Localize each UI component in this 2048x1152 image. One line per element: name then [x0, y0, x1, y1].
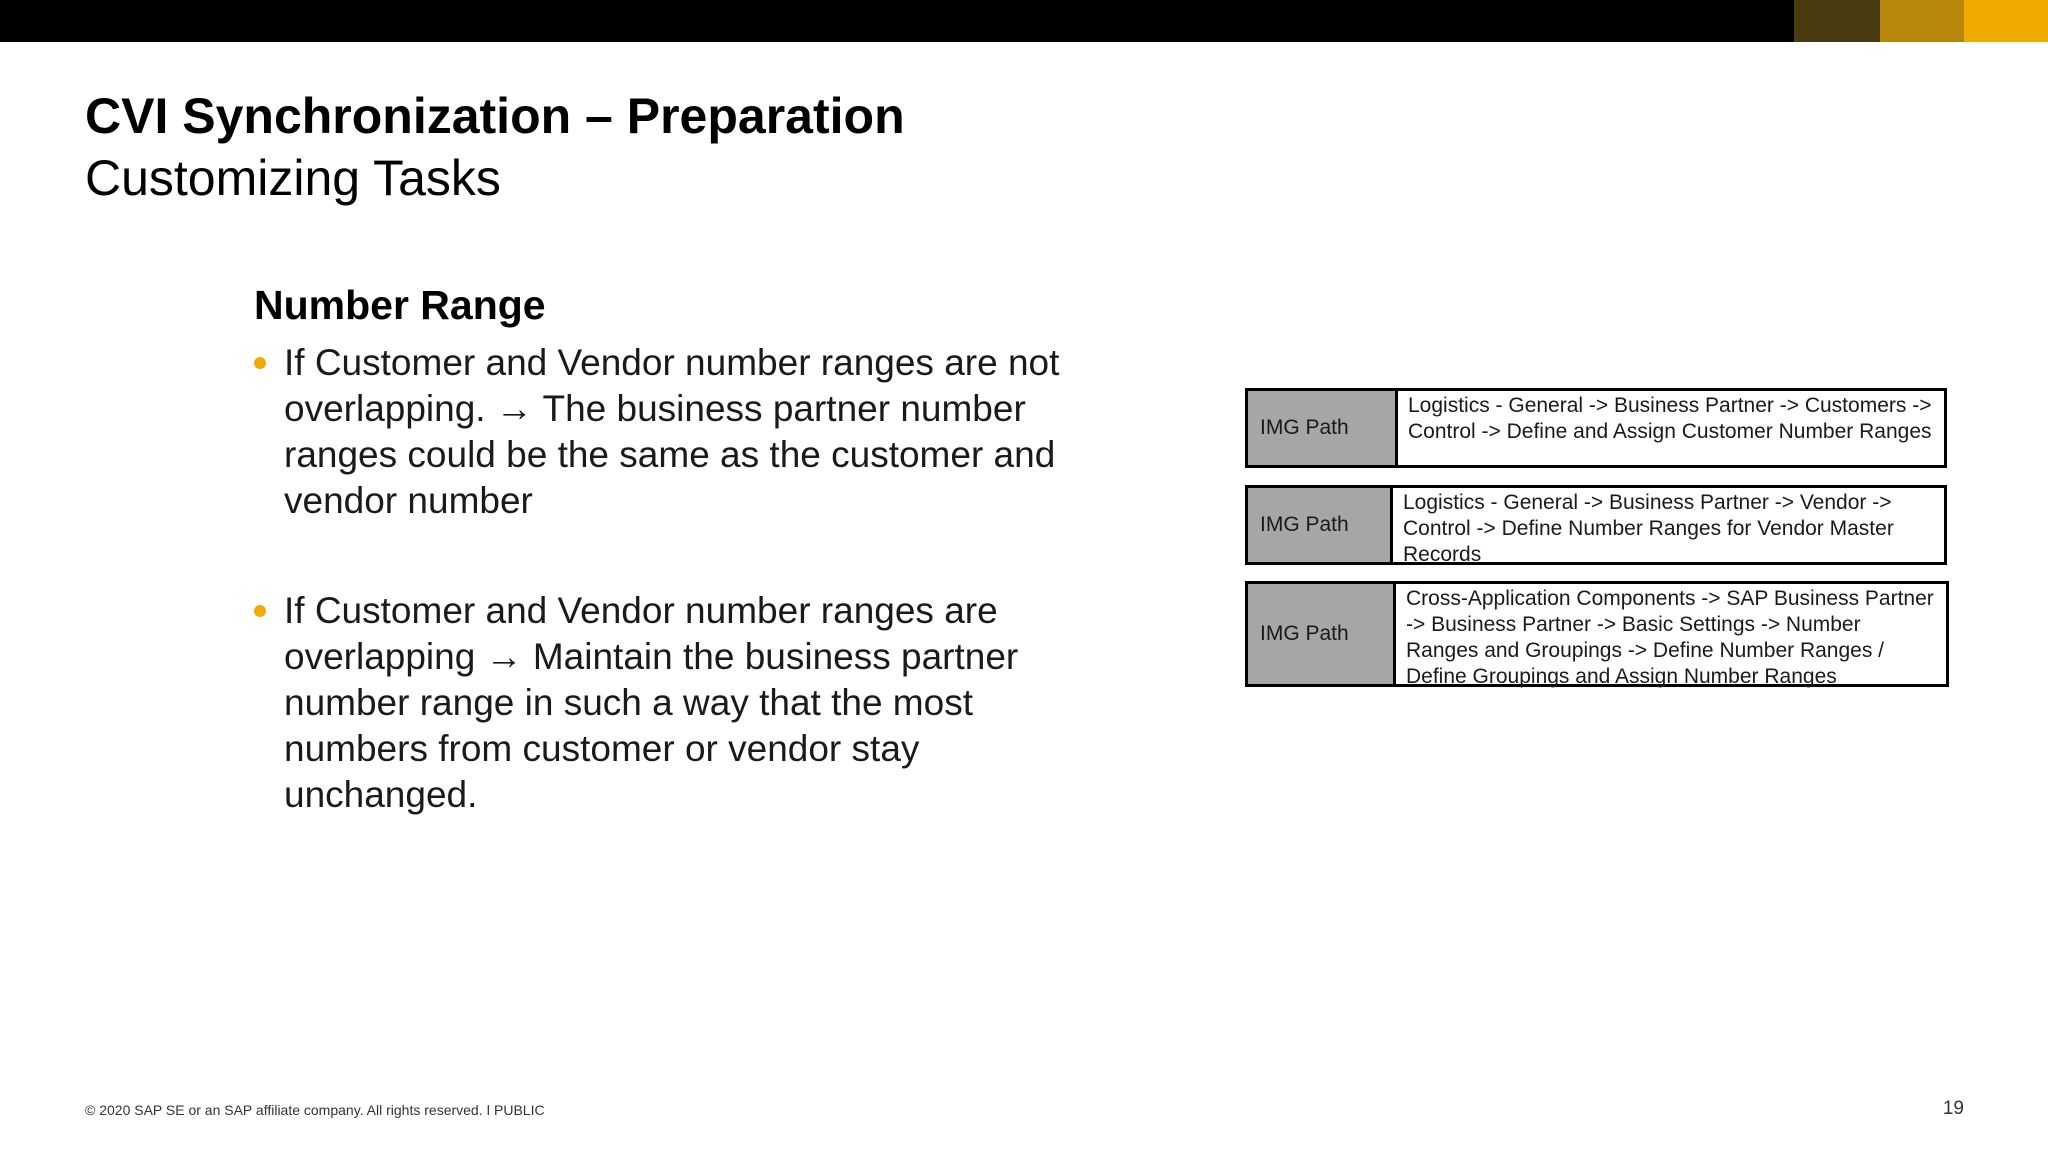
img-path-label: IMG Path — [1248, 391, 1398, 465]
img-path-text: Logistics - General -> Business Partner -> Vendor -> Control -> Define Number Ranges for Vendor Master Records — [1403, 491, 1894, 566]
section-heading: Number Range — [254, 282, 546, 328]
brand-bar-segment-dark-gold — [1794, 0, 1880, 42]
img-path-label: IMG Path — [1248, 584, 1396, 684]
bullet-dot-icon — [254, 605, 266, 617]
img-path-text: Cross-Application Components -> SAP Business Partner -> Business Partner -> Basic Settings -> Number Ranges and Groupings -> Define Number Ranges / Define Groupings and Assign Number Ranges — [1406, 587, 1934, 688]
top-brand-bar — [0, 0, 2048, 42]
page-number: 19 — [1942, 1098, 1964, 1119]
bullet-text: If Customer and Vendor number ranges are overlapping → Maintain the business partner number range in such a way that the most numbers from customer or vendor stay unchanged. — [284, 590, 1019, 815]
brand-bar-segment-gold — [1880, 0, 1964, 42]
bullet-item — [254, 588, 1114, 818]
bullet-text: If Customer and Vendor number ranges are not overlapping. → The business partner number ranges could be the same as the customer and vendor number — [284, 342, 1060, 521]
slide-title: CVI Synchronization – Preparation — [85, 88, 905, 144]
copyright-footer: © 2020 SAP SE or an SAP affiliate company. All rights reserved. ǀ PUBLIC — [85, 1102, 545, 1118]
slide-subtitle: Customizing Tasks — [85, 150, 501, 206]
img-path-label: IMG Path — [1248, 488, 1393, 562]
img-path-box — [1245, 388, 1947, 468]
img-path-box — [1245, 581, 1949, 687]
img-path-box — [1245, 485, 1947, 565]
bullet-dot-icon — [254, 357, 266, 369]
img-path-text: Logistics - General -> Business Partner -> Customers -> Control -> Define and Assign Customer Number Ranges — [1408, 394, 1932, 443]
brand-bar-segment-yellow — [1964, 0, 2048, 42]
bullet-item — [254, 340, 1114, 524]
